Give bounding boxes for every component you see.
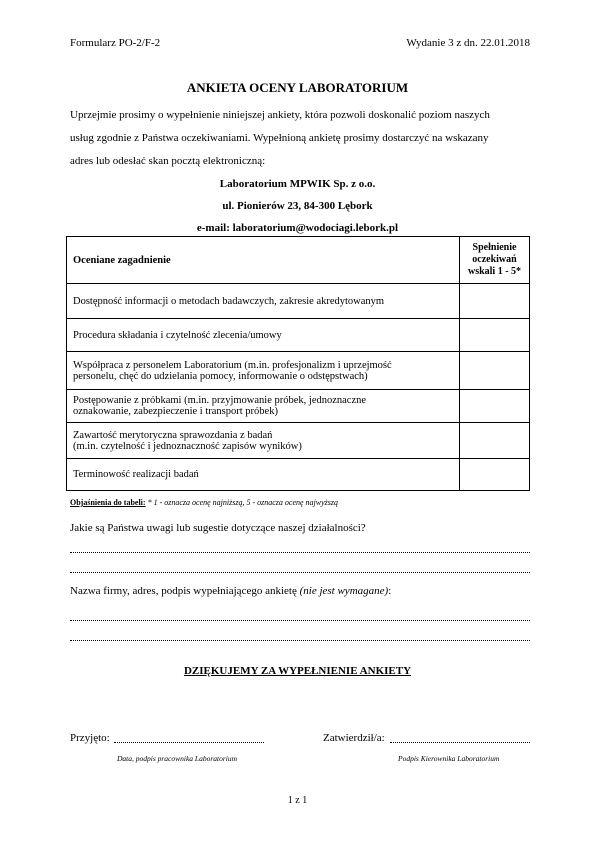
received-label: Przyjęto: [70,732,110,744]
topic-text: Dostępność informacji o metodach badawczych, zakresie akredytowanym [73,295,385,307]
score-input-cell[interactable] [460,390,530,423]
table-row [67,352,530,390]
table-row [67,390,530,423]
table-row [67,284,530,319]
score-header-line-2: oczekiwań [472,254,517,265]
topic-cell [67,390,460,423]
company-question-colon: : [388,585,392,597]
topic-cell [67,284,460,319]
company-question [70,585,391,597]
intro-line-1: Uprzejmie prosimy o wypełnienie niniejszej ankiety, która pozwoli doskonalić poziom naszych [70,109,490,121]
page-number: 1 z 1 [287,795,308,806]
lab-name: Laboratorium MPWIK Sp. z o.o. [219,178,376,190]
footnote-text: * 1 - oznacza ocenę najniższą, 5 - oznacza ocenę najwyższą [145,498,338,507]
survey-table [66,236,530,491]
form-code: Formularz PO-2/F-2 [70,37,161,49]
intro-line-2: usług zgodnie z Państwa oczekiwaniami. Wypełnioną ankietę prosimy dostarczyć na wskazany [70,132,489,144]
score-input-cell[interactable] [460,352,530,390]
topic-text: personelu, chęć do udzielania pomocy, informowanie o odstępstwach) [73,370,368,382]
topic-cell [67,352,460,390]
topic-text: (m.in. czytelność i jednoznaczność zapisów wyników) [73,440,302,452]
lab-email: e-mail: laboratorium@wodociagi.lebork.pl [196,222,399,234]
approved-signature-line[interactable] [390,742,530,743]
table-row [67,459,530,491]
company-line-2[interactable] [70,640,530,641]
table-row [67,319,530,352]
page-title: ANKIETA OCENY LABORATORIUM [186,80,409,95]
edition-date: Wydanie 3 z dn. 22.01.2018 [406,37,530,49]
company-question-text: Nazwa firmy, adres, podpis wypełniającego ankietę [70,585,300,597]
topic-text: Zawartość merytoryczna sprawozdania z badań [73,429,273,441]
column-header-score [460,237,530,284]
score-input-cell[interactable] [460,319,530,352]
thank-you-heading: DZIĘKUJEMY ZA WYPEŁNIENIE ANKIETY [183,665,412,677]
table-footnote [70,498,338,507]
lab-street: ul. Pionierów 23, 84-300 Lębork [222,200,373,212]
column-header-topic: Oceniane zagadnienie [67,237,460,284]
topic-text: Procedura składania i czytelność zlecenia/umowy [73,329,282,341]
optional-note: (nie jest wymagane) [299,585,389,597]
approved-label: Zatwierdził/a: [323,732,385,744]
score-header-line-1: Spełnienie [472,242,517,253]
footnote-label: Objaśnienia do tabeli: [70,498,146,507]
score-input-cell[interactable] [460,423,530,459]
received-signature-line[interactable] [114,742,264,743]
topic-text: Postępowanie z próbkami (m.in. przyjmowanie próbek, jednoznaczne [73,395,367,406]
intro-line-3: adres lub odesłać skan pocztą elektroniczną: [70,155,266,167]
score-input-cell[interactable] [460,459,530,491]
topic-cell [67,459,460,491]
table-header-row [67,237,530,284]
approved-caption: Podpis Kierownika Laboratorium [398,754,500,763]
comments-line-2[interactable] [70,572,530,573]
topic-cell [67,319,460,352]
topic-cell [67,423,460,459]
table-row [67,423,530,459]
score-header-line-3: wskali 1 - 5* [467,266,522,277]
topic-text: Współpraca z personelem Laboratorium (m.in. profesjonalizm i uprzejmość [73,359,392,371]
received-caption: Data, podpis pracownika Laboratorium [117,754,238,763]
company-line-1[interactable] [70,620,530,621]
score-input-cell[interactable] [460,284,530,319]
comments-question: Jakie są Państwa uwagi lub sugestie dotyczące naszej działalności? [70,522,366,534]
comments-line-1[interactable] [70,552,530,553]
topic-text: oznakowanie, zabezpieczenie i transport próbek) [73,406,278,417]
topic-text: Terminowość realizacji badań [73,469,199,480]
